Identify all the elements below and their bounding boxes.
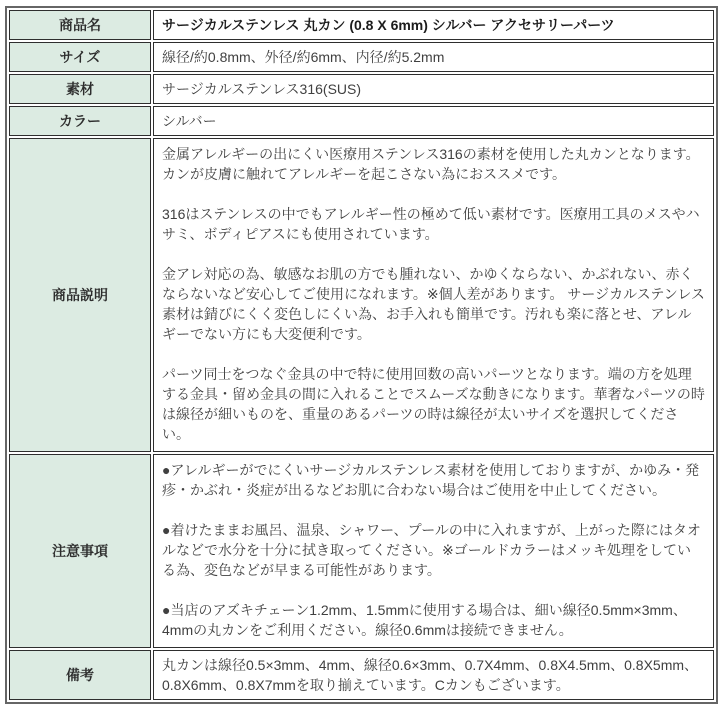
row-value-cautions — [153, 454, 714, 648]
description-paragraph: 金アレ対応の為、敏感なお肌の方でも腫れない、かゆくならない、かぶれない、赤くならないなど安心してご使用になれます。※個人差があります。 サージカルステンレス素材は錆びにくく変色しにくい為、お手入れも簡単です。汚れも楽に落とせ、アレルギーでない方にも大変便利です。 — [162, 266, 705, 342]
caution-item: ●アレルギーがでにくいサージカルステンレス素材を使用しておりますが、かゆみ・発疹・かぶれ・炎症が出るなどお肌に合わない場合はご使用を中止してください。 — [162, 462, 700, 498]
row-label-size: サイズ — [9, 42, 151, 72]
table-row-size — [9, 42, 714, 72]
description-paragraph: パーツ同士をつなぐ金具の中で特に使用回数の高いパーツとなります。端の方を処理する金具・留め金具の間に入れることでスムーズな動きになります。華奢なパーツの時は線径が細いものを、重量のあるパーツの時は線径が太いサイズを選択してください。 — [162, 366, 705, 442]
row-value-remarks — [153, 650, 714, 700]
row-value-description — [153, 138, 714, 452]
row-value-color — [153, 106, 714, 136]
caution-item: ●着けたままお風呂、温泉、シャワー、プールの中に入れますが、上がった際にはタオルなどで水分を十分に拭き取ってください。※ゴールドカラーはメッキ処理をしている為、変色などが早まる可能性があります。 — [162, 522, 701, 578]
row-label-color: カラー — [9, 106, 151, 136]
table-row-product-name — [9, 10, 714, 40]
color-text: シルバー — [162, 113, 217, 129]
product-spec-table — [5, 6, 718, 704]
row-label-description: 商品説明 — [9, 138, 151, 452]
table-row-material — [9, 74, 714, 104]
row-value-product-name — [153, 10, 714, 40]
remarks-text: 丸カンは線径0.5×3mm、4mm、線径0.6×3mm、0.7X4mm、0.8X4.5mm、0.8X5mm、0.8X6mm、0.8X7mmを取り揃えています。Cカンもございます。 — [162, 657, 699, 693]
table-row-description — [9, 138, 714, 452]
caution-item: ●当店のアズキチェーン1.2mm、1.5mmに使用する場合は、細い線径0.5mm×3mm、4mmの丸カンをご利用ください。線径0.6mmは接続できません。 — [162, 602, 687, 638]
description-paragraph: 316はステンレスの中でもアレルギー性の極めて低い素材です。医療用工具のメスやハサミ、ボディピアスにも使用されています。 — [162, 206, 700, 242]
description-paragraph: 金属アレルギーの出にくい医療用ステンレス316の素材を使用した丸カンとなります。カンが皮膚に触れてアレルギーを起こさない為におススメです。 — [162, 146, 700, 182]
material-text: サージカルステンレス316(SUS) — [162, 81, 362, 97]
product-name-text: サージカルステンレス 丸カン (0.8 X 6mm) シルバー アクセサリーパーツ — [162, 17, 615, 33]
table-row-cautions — [9, 454, 714, 648]
row-value-size — [153, 42, 714, 72]
row-label-cautions: 注意事項 — [9, 454, 151, 648]
row-value-material — [153, 74, 714, 104]
size-text: 線径/約0.8mm、外径/約6mm、内径/約5.2mm — [162, 49, 445, 65]
row-label-material: 素材 — [9, 74, 151, 104]
row-label-remarks: 備考 — [9, 650, 151, 700]
row-label-product-name: 商品名 — [9, 10, 151, 40]
table-row-color — [9, 106, 714, 136]
table-row-remarks — [9, 650, 714, 700]
